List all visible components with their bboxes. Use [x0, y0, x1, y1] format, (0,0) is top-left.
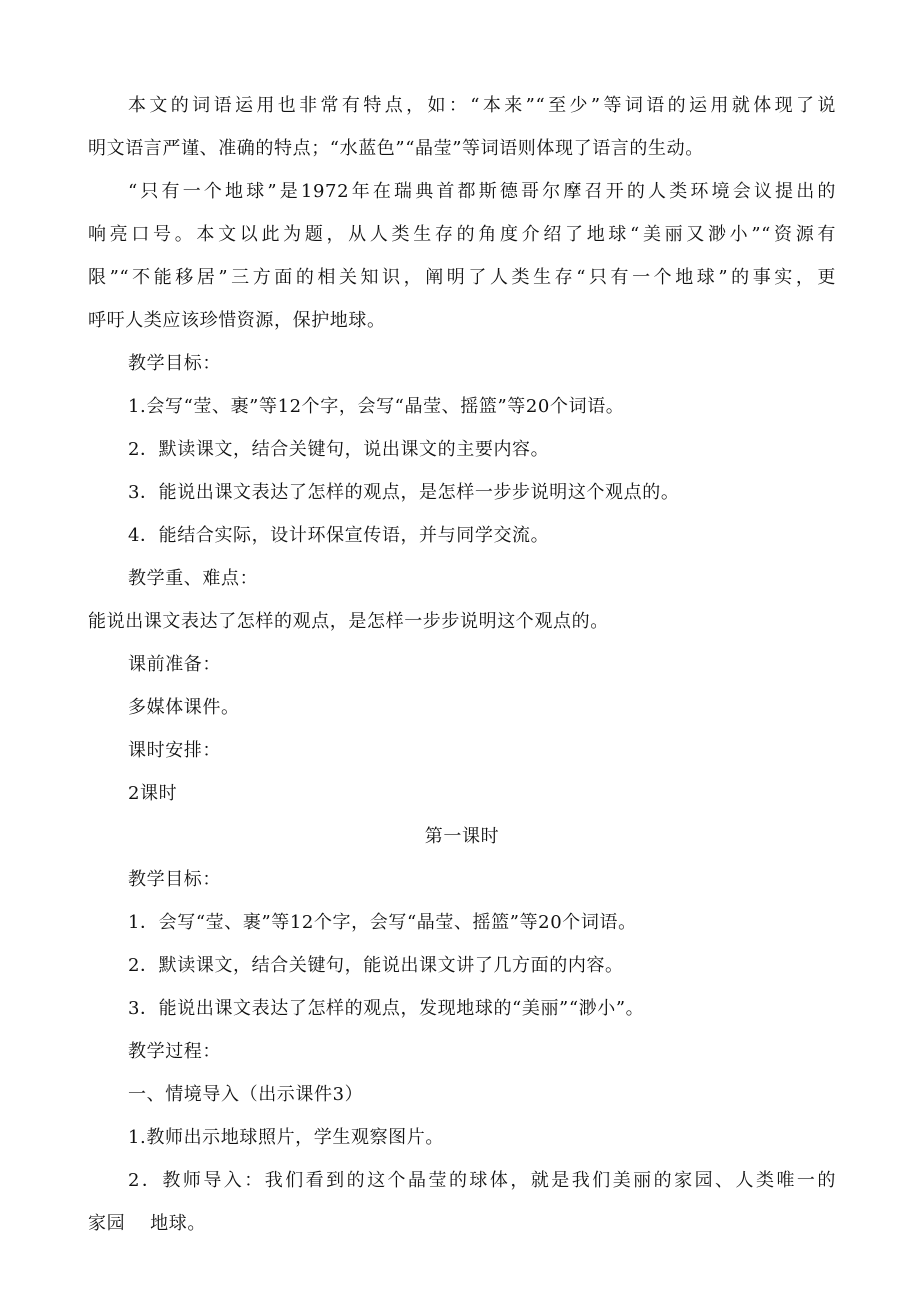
teaching-goal-item: 4．能结合实际，设计环保宣传语，并与同学交流。	[128, 525, 550, 546]
key-points-heading: 教学重、难点：	[128, 568, 259, 589]
text-line: 本文的词语运用也非常有特点，如：“本来”“至少”等词语的运用就体现了说	[128, 95, 836, 116]
text-line: 响亮口号。本文以此为题，从人类生存的角度介绍了地球“美丽又渺小”“资源有	[88, 224, 836, 245]
lesson-goal-item: 3．能说出课文表达了怎样的观点，发现地球的“美丽”“渺小”。	[128, 998, 645, 1019]
text-line: “只有一个地球”是1972年在瑞典首都斯德哥尔摩召开的人类环境会议提出的	[128, 181, 836, 202]
paragraph-introduction	[88, 170, 836, 342]
teaching-goal-item: 1.会写“莹、裹”等12个字，会写“晶莹、摇篮”等20个词语。	[128, 396, 625, 417]
teaching-process-heading: 教学过程：	[128, 1041, 221, 1062]
schedule-text: 2课时	[128, 783, 178, 804]
text-line: 2．教师导入：我们看到的这个晶莹的球体，就是我们美丽的家园、人类唯一的	[128, 1170, 836, 1191]
text-line: 明文语言严谨、准确的特点；“水蓝色”“晶莹”等词语则体现了语言的生动。	[88, 138, 704, 159]
section-heading: 一、情境导入（出示课件3）	[128, 1084, 364, 1105]
text-line: 家园 地球。	[88, 1213, 206, 1234]
teaching-goal-item: 2．默读课文，结合关键句，说出课文的主要内容。	[128, 439, 550, 460]
key-points-text: 能说出课文表达了怎样的观点，是怎样一步步说明这个观点的。	[88, 611, 609, 632]
text-line: 限”“不能移居”三方面的相关知识，阐明了人类生存“只有一个地球”的事实，更	[88, 267, 836, 288]
lesson-goal-item: 2．默读课文，结合关键句，能说出课文讲了几方面的内容。	[128, 955, 624, 976]
process-step: 1.教师出示地球照片，学生观察图片。	[128, 1127, 444, 1148]
preparation-heading: 课前准备：	[128, 654, 221, 675]
document-page	[88, 84, 836, 1245]
teaching-goal-item: 3．能说出课文表达了怎样的观点，是怎样一步步说明这个观点的。	[128, 482, 680, 503]
preparation-text: 多媒体课件。	[128, 697, 240, 718]
text-line: 呼吁人类应该珍惜资源，保护地球。	[88, 310, 386, 331]
lesson-title: 第一课时	[424, 826, 500, 847]
schedule-heading: 课时安排：	[128, 740, 221, 761]
process-step-2	[88, 1159, 836, 1245]
lesson-goals-heading: 教学目标：	[128, 869, 221, 890]
paragraph-language-style	[88, 84, 836, 170]
teaching-goals-heading: 教学目标：	[128, 353, 221, 374]
lesson-goal-item: 1．会写“莹、裹”等12个字，会写“晶莹、摇篮”等20个词语。	[128, 912, 637, 933]
